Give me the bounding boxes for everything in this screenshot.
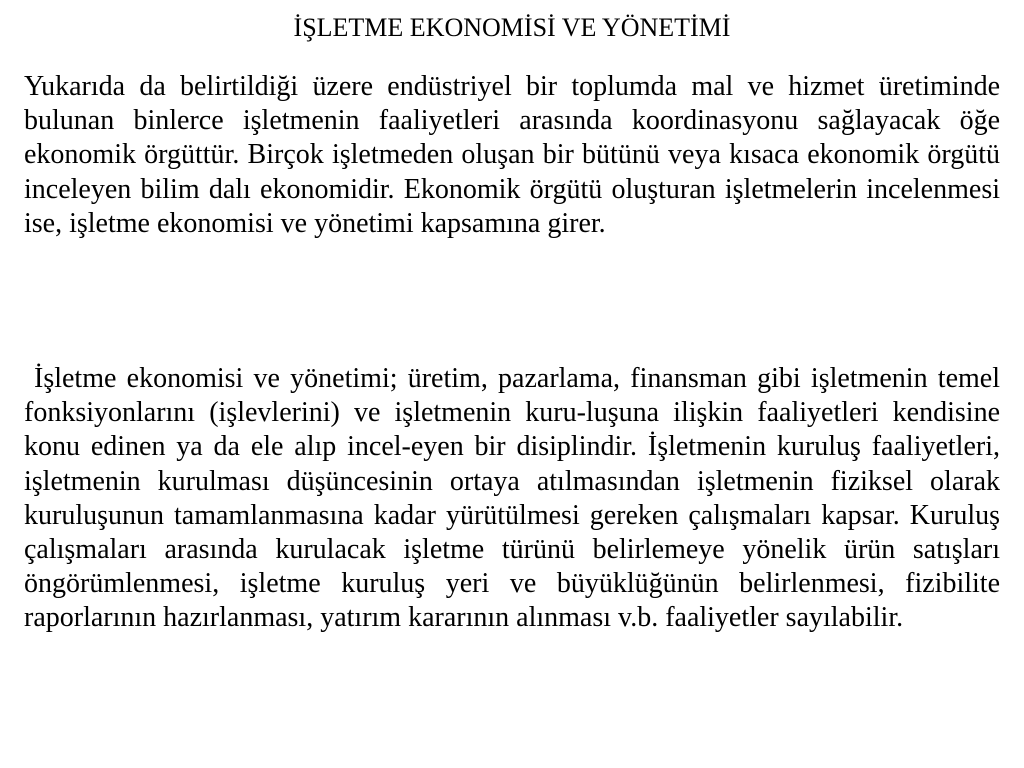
slide-title: İŞLETME EKONOMİSİ VE YÖNETİMİ — [293, 13, 731, 42]
paragraph-definition: İşletme ekonomisi ve yönetimi; üretim, pazarlama, finansman gibi işletmenin temel fonksiyonlarını (işlevlerini) ve işletmenin kuru-luşuna ilişkin faaliyetleri kendisine konu edinen ya da ele alıp incel-eyen bir disiplindir. İşletmenin kuruluş faaliyetleri, işletmenin kurulması düşüncesinin ortaya atılmasından işletmenin fiziksel olarak kuruluşunun tamamlanmasına kadar yürütülmesi gereken çalışmaları kapsar. Kuruluş çalışmaları arasında kurulacak işletme türünü belirlemeye yönelik ürün satışları öngörümlenmesi, işletme kuruluş yeri ve büyüklüğünün belirlenmesi, fizibilite raporlarının hazırlanması, yatırım kararının alınması v.b. faaliyetler sayılabilir. — [24, 363, 1000, 634]
paragraph-intro: Yukarıda da belirtildiği üzere endüstriyel bir toplumda mal ve hizmet üretiminde bulunan binlerce işletmenin faaliyetleri arasında koordinasyonu sağlayacak öğe ekonomik örgüttür. Birçok işletmeden oluşan bir bütünü veya kısaca ekonomik örgütü inceleyen bilim dalı ekonomidir. Ekonomik örgütü oluşturan işletmelerin incelenmesi ise, işletme ekonomisi ve yönetimi kapsamına girer. — [24, 71, 1000, 239]
